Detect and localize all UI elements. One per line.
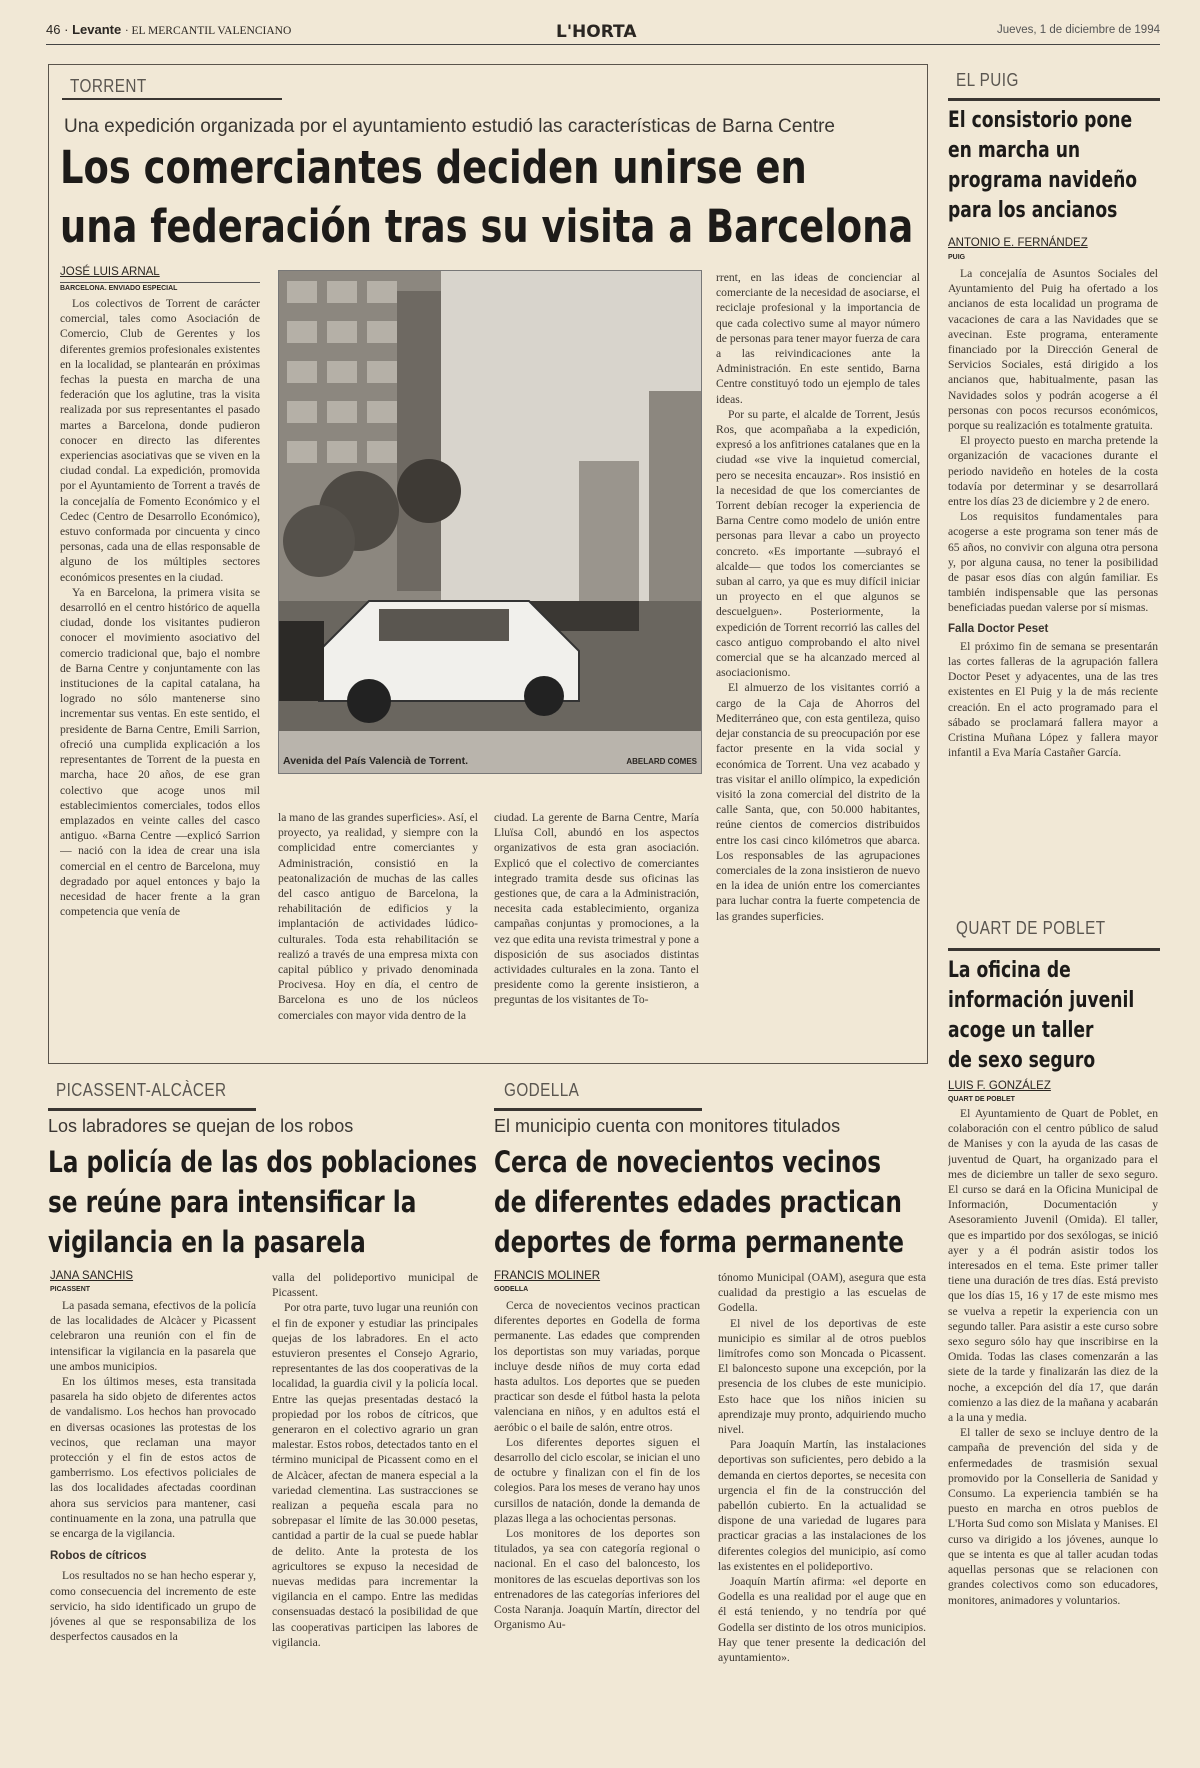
picassent-kicker: Los labradores se quejan de los robos bbox=[48, 1116, 354, 1136]
godella-section-label: GODELLA bbox=[504, 1080, 580, 1100]
el-puig-label-rule bbox=[948, 98, 1160, 101]
paragraph: La concejalía de Asuntos Sociales del Ayuntamiento del Puig ha ofertado a los ancianos de esta localidad un programa de vacaciones de cara a las Navidades que se avecinan. Este programa, enteramente financiado por la Dirección General de Servicios Sociales, está dirigido a los ancianos que, habitualmente, pasan las Navidades solos y podrán acogerse a él personas con pocos recursos económicos, porque su realización es totalmente gratuita. bbox=[948, 267, 1158, 433]
paragraph: Joaquín Martín afirma: «el deporte en Godella es una realidad por el auge que en él está teniendo, y no tendría por qué Godella ser distinto de los otros municipios. Hay que tener presente la dedicación del ayuntamiento». bbox=[718, 1575, 926, 1665]
el-puig-section-label: EL PUIG bbox=[956, 70, 1019, 90]
godella-column-2 bbox=[718, 1270, 926, 1724]
paragraph: Los requisitos fundamentales para acogerse a este programa son tener más de 65 años, no convivir con alguna otra persona y, por alguna causa, no tener la posibilidad de pasar esos días con algún familiar. Es también indispensable que las personas beneficiadas puedan valerse por sí mismas. bbox=[948, 510, 1158, 615]
godella-column-1 bbox=[494, 1298, 700, 1724]
torrent-byline: JOSÉ LUIS ARNAL bbox=[60, 266, 160, 278]
headline-line: de sexo seguro bbox=[948, 1048, 1096, 1073]
el-puig-dateline: PUIG bbox=[948, 254, 966, 261]
headline-line: para los ancianos bbox=[948, 198, 1118, 223]
headline-line: programa navideño bbox=[948, 168, 1138, 193]
quart-dateline: QUART DE POBLET bbox=[948, 1096, 1015, 1103]
paragraph: El proyecto puesto en marcha pretende la organización de vacaciones durante el periodo navideño en hoteles de la costa todavía por determinar y se desarrollará entre los días 23 de diciembre y 2 de enero. bbox=[948, 434, 1158, 509]
paragraph: ciudad. La gerente de Barna Centre, María Lluïsa Coll, abundó en los aspectos organizativos de esta gran asociación. Explicó que el colectivo de comerciantes integrado tramita desde sus oficinas las gestiones que, de cara a la Administración, necesita cada establecimiento, organiza campañas conjuntas y promociones, a la vez que edita una revista trimestral y pone a disposición de sus asociados distintas actividades culturales en la zona. Tanto el presidente como la gerente insistieron, a preguntas de los visitantes de To- bbox=[494, 811, 699, 1007]
torrent-byline-rule bbox=[60, 282, 260, 283]
headline-line: en marcha un bbox=[948, 138, 1081, 163]
godella-byline: FRANCIS MOLINER bbox=[494, 1270, 601, 1282]
paragraph: Cerca de novecientos vecinos practican diferentes deportes en Godella de forma permanente. Las edades que comprenden los deportistas son muy variadas, porque incluye desde niños de muy corta edad hasta adultos. Los deportes que se pueden practicar son desde el fútbol hasta la pelota valenciana en niños, y en adultos está el aeróbic o el baile de salón, entre otros. bbox=[494, 1299, 700, 1434]
paragraph: valla del polideportivo municipal de Picassent. bbox=[272, 1271, 478, 1300]
headline-line: La policía de las dos poblaciones bbox=[48, 1145, 478, 1179]
paragraph: El taller de sexo se incluye dentro de la campaña de prevención del sida y de enfermedades de trasmisión sexual promovido por la Conselleria de Sanidad y Consumo. La experiencia también se ha puesto en marcha en otros pueblos de L'Horta Sud como son Mislata y Manises. El curso va dirigido a los jóvenes, aunque lo que se intenta es que al taller acudan todas aquellas personas que se relacionen con grandes colectivos como son educadores, monitores, animadores y voluntarios. bbox=[948, 1426, 1158, 1607]
paragraph: En los últimos meses, esta transitada pasarela ha sido objeto de diferentes actos de vandalismo. Los hechos han provocado en diversas ocasiones las protestas de los vecinos, que reclaman una mayor protección y el fin de estos actos de gamberrismo. Los efectivos policiales de las dos localidades afectadas coordinan ahora sus servicios para mantener, casi continuamente en la zona, una patrulla que se encarga de la vigilancia. bbox=[50, 1375, 256, 1541]
headline-line: El consistorio pone bbox=[948, 108, 1133, 133]
paragraph: Por su parte, el alcalde de Torrent, Jesús Ros, que acompañaba a la expedición, expresó a los anfitriones catalanes que en la ciudad «se vive la inquietud comercial, pero se necesita encauzar». Ros insistió en la necesidad de que los comerciantes de Torrent debían recoger la experiencia de Barna Centre como modelo de unión entre personas para llevar a cabo un proyecto concreto. «Es importante —subrayó el alcalde— que todos los comerciantes se suban al carro, ya que es muy difícil iniciar un proyecto en el que algunos se descuelguen». Posteriormente, la expedición de Torrent recorrió las calles del casco antiguo comprobando el alto nivel comercial que se ha alcanzado merced al asociacionismo. bbox=[716, 407, 920, 680]
picassent-column-1 bbox=[50, 1298, 256, 1724]
godella-dateline: GODELLA bbox=[494, 1286, 529, 1293]
godella-kicker: El municipio cuenta con monitores titulados bbox=[494, 1116, 841, 1136]
headline-line: información juvenil bbox=[948, 988, 1135, 1013]
paragraph: Por otra parte, tuvo lugar una reunión con el fin de exponer y estudiar las principales quejas de los labradores. En el acto estuvieron presentes el Consejo Agrario, representantes de las dos cooperativas de la localidad, la guardia civil y la policía local. Entre las quejas presentadas destacó la propiedad por los robos de cítricos, que generaron en el colectivo agrario un gran malestar. Estos robos, detectados tanto en el término municipal de Picassent como en el de Alcàcer, afectan de manera especial a la variedad clementina. Las sustracciones se realizan a pequeña escala para no sobrepasar el límite de las 30.000 pesetas, cantidad a partir de la cual se puede hablar de delito. Ante la protesta de los agricultores se expuso la necesidad de nuevas medidas para incrementar la vigilancia en el campo. Entre las medidas consensuadas destacó la posibilidad de que las cooperativas participen las labores de vigilancia. bbox=[272, 1301, 478, 1649]
paragraph: El nivel de los deportivas de este municipio es similar al de otros pueblos limítrofes como son Moncada o Picassent. El baloncesto supone una excepción, por la presencia de los clubes de este municipio. Esto hace que los niños inicien su aprendizaje muy pronto, adquiriendo mucho nivel. bbox=[718, 1316, 926, 1437]
picassent-subhead: Robos de cítricos bbox=[50, 1550, 147, 1563]
page-date: Jueves, 1 de diciembre de 1994 bbox=[996, 24, 1160, 36]
godella-label-rule bbox=[494, 1108, 702, 1111]
paragraph: Los colectivos de Torrent de carácter comercial, tales como Asociación de Comercio, Club de Gerentes y los diferentes gremios profesionales existentes en la localidad, se plantearán en próximas fechas la puesta en marcha de una federación que los aglutine, tras la visita realizada por sus representantes el pasado martes a Barcelona, donde pudieron conocer en directo las diferentes experiencias asociativas que se viven en la ciudad condal. La expedición, promovida por el Ayuntamiento de Torrent a través de la concejalía de Fomento Económico y el Cedec (Centro de Desarrollo Económico), estuvo conformada por cincuenta y cinco personas, cada una de ellas responsable de alguno de los múltiples sectores económicos presentes en la ciudad. bbox=[60, 297, 260, 584]
quart-byline: LUIS F. GONZÁLEZ bbox=[948, 1080, 1051, 1092]
quart-label-rule bbox=[948, 948, 1160, 951]
separator: · bbox=[64, 22, 69, 37]
paragraph: El almuerzo de los visitantes corrió a cargo de la Caja de Ahorros del Mediterráneo que, con esta gentileza, quiso dejar constancia de su preocupación por ese factor presente en la vida social y económica de Torrent. Una vez acabado y tras visitar el anillo olímpico, la expedición visitó la zona comercial del distrito de la calle Santa, que, con 50.000 habitantes, reúne cientos de comercios distribuidos entre los casi cinco kilómetros que abarca. Los responsables de las agrupaciones comerciales de la zona insistieron de nuevo en la idea de unión entre los comerciantes para luchar contra la fuerte competencia de las grandes superficies. bbox=[716, 681, 920, 923]
torrent-label-rule bbox=[62, 98, 282, 100]
paragraph: Ya en Barcelona, la primera visita se desarrolló en el centro histórico de aquella ciudad, donde los visitantes pudieron conocer el movimiento asociativo del comercio tradicional que, bajo el nombre de Barna Centre y conjuntamente con las instituciones de la capital catalana, ha logrado no sólo mantenerse sino incrementar sus ventas. En este sentido, el presidente de Barna Centre, Emili Sarrion, ofreció una cumplida explicación a los representantes de Torrent de la puesta en marcha, hace 20 años, de ese gran colectivo que acoge unos mil establecimientos comerciales, todos ellos emplazados en veinte calles del casco antiguo. «Barna Centre —explicó Sarrion— nació con la idea de crear una isla comercial en el centro de Barcelona, muy degradado por aquel entonces y bajo la necesidad de hacer frente a la gran competencia que venía de bbox=[60, 585, 260, 919]
page-number: 46 bbox=[46, 22, 61, 37]
el-puig-subhead: Falla Doctor Peset bbox=[948, 622, 1049, 635]
headline-line: La oficina de bbox=[948, 958, 1071, 983]
paragraph: Los monitores de los deportes son titulados, ya sea con categoría regional o nacional. En el caso del baloncesto, los monitores de las escuelas deportivas son los entrenadores de las categorías inferiores del Costa Naranja. Joaquín Martín, director del Organismo Au- bbox=[494, 1527, 700, 1632]
paper-name: · EL MERCANTIL VALENCIANO bbox=[124, 25, 292, 37]
paragraph: tónomo Municipal (OAM), asegura que esta cualidad da prestigio a las escuelas de Godella. bbox=[718, 1271, 926, 1315]
torrent-headline-1: Los comerciantes deciden unirse en bbox=[60, 141, 807, 194]
picassent-label-rule bbox=[48, 1108, 256, 1111]
masthead bbox=[46, 22, 291, 37]
godella-headline bbox=[494, 1142, 1007, 1262]
paragraph: la mano de las grandes superficies». Así, el proyecto, ya realidad, y siempre con la complicidad entre comerciantes y Administración, consistió en la peatonalización de muchas de las calles del casco antiguo de Barcelona, la rehabilitación de edificios y la implantación de actividades lúdico-culturales. Toda esta rehabilitación se realizó a través de una empresa mixta con capital público y privado denominada Procivesa. Hoy en día, el centro de Barcelona es uno de los núcleos comerciales con mayor vida dentro de la bbox=[278, 811, 478, 1022]
paragraph: La pasada semana, efectivos de la policía de las localidades de Alcàcer y Picassent celebraron una reunión con el fin de intensificar la vigilancia en la pasarela que une ambos municipios. bbox=[50, 1299, 256, 1373]
paper-brand: Levante bbox=[72, 22, 122, 37]
el-puig-body bbox=[948, 266, 1158, 900]
picassent-section-label: PICASSENT-ALCÀCER bbox=[56, 1080, 227, 1100]
torrent-column-4 bbox=[716, 270, 920, 1048]
headline-line: vigilancia en la pasarela bbox=[48, 1225, 366, 1259]
street-photo-image bbox=[279, 271, 701, 731]
photo-credit: ABELARD COMES bbox=[626, 757, 697, 766]
picassent-dateline: PICASSENT bbox=[50, 1286, 91, 1293]
el-puig-headline bbox=[948, 106, 1190, 226]
picassent-column-2 bbox=[272, 1270, 478, 1724]
torrent-column-3 bbox=[494, 810, 699, 1048]
quart-section-label: QUART DE POBLET bbox=[956, 918, 1106, 938]
headline-line: acoge un taller bbox=[948, 1018, 1094, 1043]
header-rule bbox=[46, 44, 1160, 45]
paragraph: El Ayuntamiento de Quart de Poblet, en colaboración con el centro público de salud de Manises y con la ayuda de las casas de juventud de Quart, ha organizado para el mes de diciembre un taller de sexo seguro. El curso se dará en la Oficina Municipal de Información, Documentación y Asesoramiento Juvenil (Omida). El taller, que es impartido por dos sexólogas, se inició ayer y a él podrán asistir todos los interesados en el tema. Este primer taller tiene una duración de tres días. Está previsto que los días 15, 16 y 17 de este mismo mes se vuelva a repetir la experiencia con un segundo taller. Para asistir a este curso sobre sexo seguro sólo hay que inscribirse en la Omida. Todas las clases comenzarán a las siete de la tarde y finalizarán las diez de la noche, a excepción del día 17, que darán comienzo a las diez de la mañana y acabarán a la una y media. bbox=[948, 1107, 1158, 1425]
torrent-section-label: TORRENT bbox=[70, 76, 147, 96]
section-title: L'HORTA bbox=[556, 22, 637, 42]
torrent-kicker: Una expedición organizada por el ayuntamiento estudió las características de Barna Centre bbox=[64, 116, 836, 137]
street-photo bbox=[278, 270, 702, 774]
headline-line: se reúne para intensificar la bbox=[48, 1185, 417, 1219]
torrent-column-2 bbox=[278, 810, 478, 1048]
torrent-column-1 bbox=[60, 296, 260, 1048]
quart-headline bbox=[948, 956, 1187, 1076]
paragraph: rrent, en las ideas de concienciar al comerciante de la necesidad de asociarse, el reciclaje profesional y la importancia de que cada colectivo sume al mayor número de personas para tener mayor fuerza de cara a las reivindicaciones ante la Administración. En este sentido, Barna Centre constituyó todo un ejemplo de tales ideas. bbox=[716, 271, 920, 406]
photo-caption: Avenida del País Valencià de Torrent. bbox=[283, 755, 468, 767]
torrent-dateline: BARCELONA. ENVIADO ESPECIAL bbox=[60, 285, 178, 292]
paragraph: Los resultados no se han hecho esperar y, como consecuencia del incremento de este servicio, ha sido identificado un grupo de jóvenes al que se responsabiliza de los desperfectos causados en la bbox=[50, 1569, 256, 1644]
paragraph: Para Joaquín Martín, las instalaciones deportivas son suficientes, pero debido a la demanda en ciertos deportes, se necesita con urgencia el fin de la construcción del pabellón cubierto. En la actualidad se dispone de una variedad de lugares para practicar gracias a las instalaciones de los diferentes colegios del municipio, así como las existentes en el polideportivo. bbox=[718, 1438, 926, 1573]
headline-line: deportes de forma permanente bbox=[494, 1225, 905, 1259]
el-puig-byline: ANTONIO E. FERNÁNDEZ bbox=[948, 237, 1088, 249]
headline-line: Cerca de novecientos vecinos bbox=[494, 1145, 882, 1179]
picassent-byline: JANA SANCHIS bbox=[50, 1270, 134, 1282]
headline-line: de diferentes edades practican bbox=[494, 1185, 902, 1219]
torrent-headline-2: una federación tras su visita a Barcelona bbox=[60, 200, 914, 253]
paragraph: El próximo fin de semana se presentarán las cortes falleras de la agrupación fallera Doctor Peset y adyacentes, una de las tres existentes en El Puig y la de más reciente creación. En el acto programado para el sábado se proclamará fallera mayor a Cristina Muñana López y fallera mayor infantil a Eva María Castañer García. bbox=[948, 639, 1158, 760]
paragraph: Los diferentes deportes siguen el desarrollo del ciclo escolar, se inician el uno de octubre y finalizan con el fin de los colegios. Para los meses de verano hay unos cursillos de natación, donde la demanda de plazas llega a las ochocientas personas. bbox=[494, 1435, 700, 1525]
